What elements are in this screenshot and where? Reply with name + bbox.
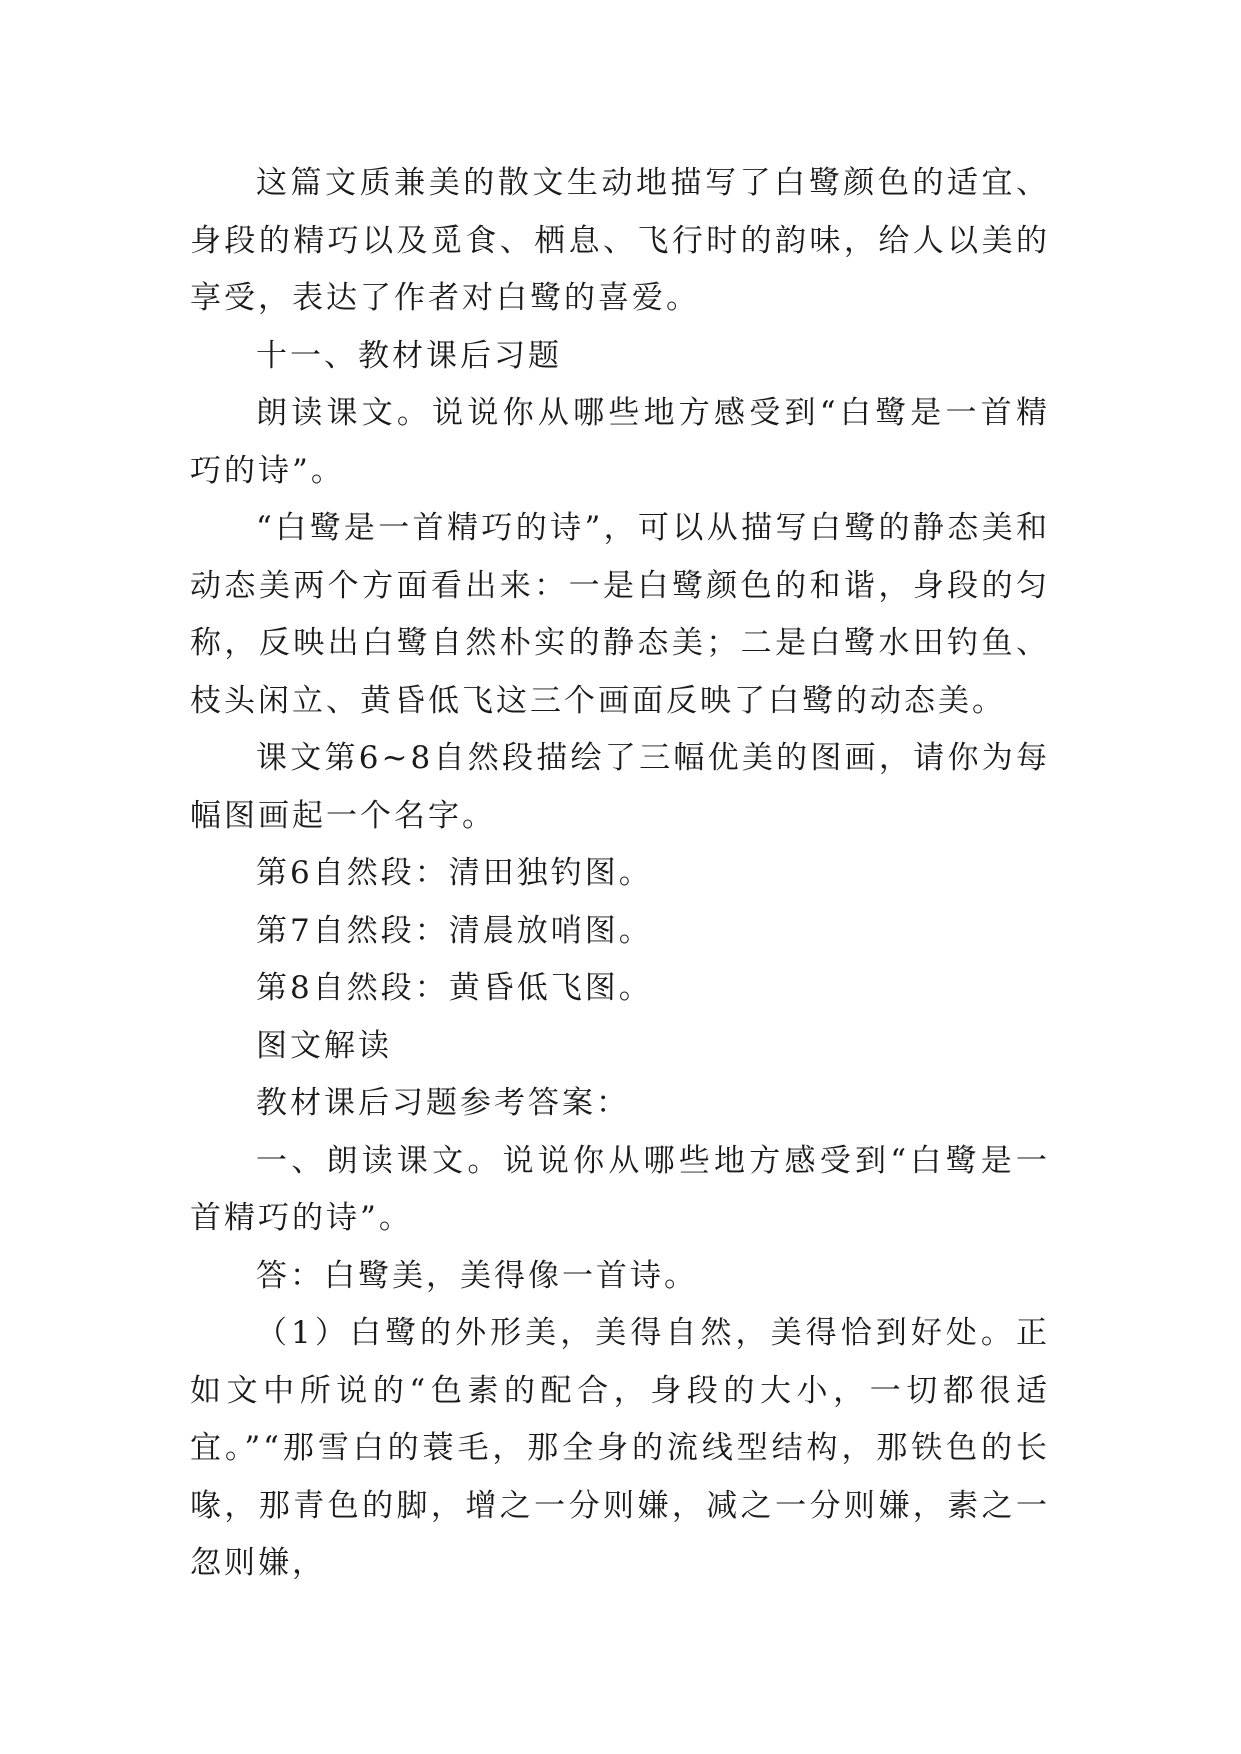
subheading-illustration: 图文解读 xyxy=(256,1027,392,1064)
answer-lead: 答：白鹭美，美得像一首诗。 xyxy=(256,1257,698,1294)
document-page xyxy=(190,155,1050,1593)
subheading-answers: 教材课后习题参考答案： xyxy=(256,1085,630,1121)
answer-paragraph-6: 第6自然段：清田独钓图。 xyxy=(256,855,653,891)
exercise-answer-1: “白鹭是一首精巧的诗”，可以从描写白鹭的静态美和动态美两个方面看出来：一是白鹭颜色的和谐，身段的匀称，反映出白鹭自然朴实的静态美；二是白鹭水田钓鱼、枝头闲立、黄昏低飞这三个画面反映了白鹭的动态美。 xyxy=(190,510,1050,719)
answer-question-1: 一、朗读课文。说说你从哪些地方感受到“白鹭是一首精巧的诗”。 xyxy=(190,1142,1050,1236)
answer-paragraph-7: 第7自然段：清晨放哨图。 xyxy=(256,912,653,949)
summary-paragraph: 这篇文质兼美的散文生动地描写了白鹭颜色的适宜、身段的精巧以及觅食、栖息、飞行时的韵味，给人以美的享受，表达了作者对白鹭的喜爱。 xyxy=(190,165,1050,316)
answer-paragraph-8: 第8自然段：黄昏低飞图。 xyxy=(256,970,653,1006)
exercise-question-2: 课文第6~8自然段描绘了三幅优美的图画，请你为每幅图画起一个名字。 xyxy=(190,740,1050,834)
section-heading: 十一、教材课后习题 xyxy=(256,337,562,374)
answer-point-1: （1）白鹭的外形美，美得自然，美得恰到好处。正如文中所说的“色素的配合，身段的大小，一切都很适宜。”“那雪白的蓑毛，那全身的流线型结构，那铁色的长喙，那青色的脚，增之一分则嫌，减之一分则嫌，素之一忽则嫌， xyxy=(190,1315,1050,1581)
exercise-question-1: 朗读课文。说说你从哪些地方感受到“白鹭是一首精巧的诗”。 xyxy=(190,395,1050,489)
